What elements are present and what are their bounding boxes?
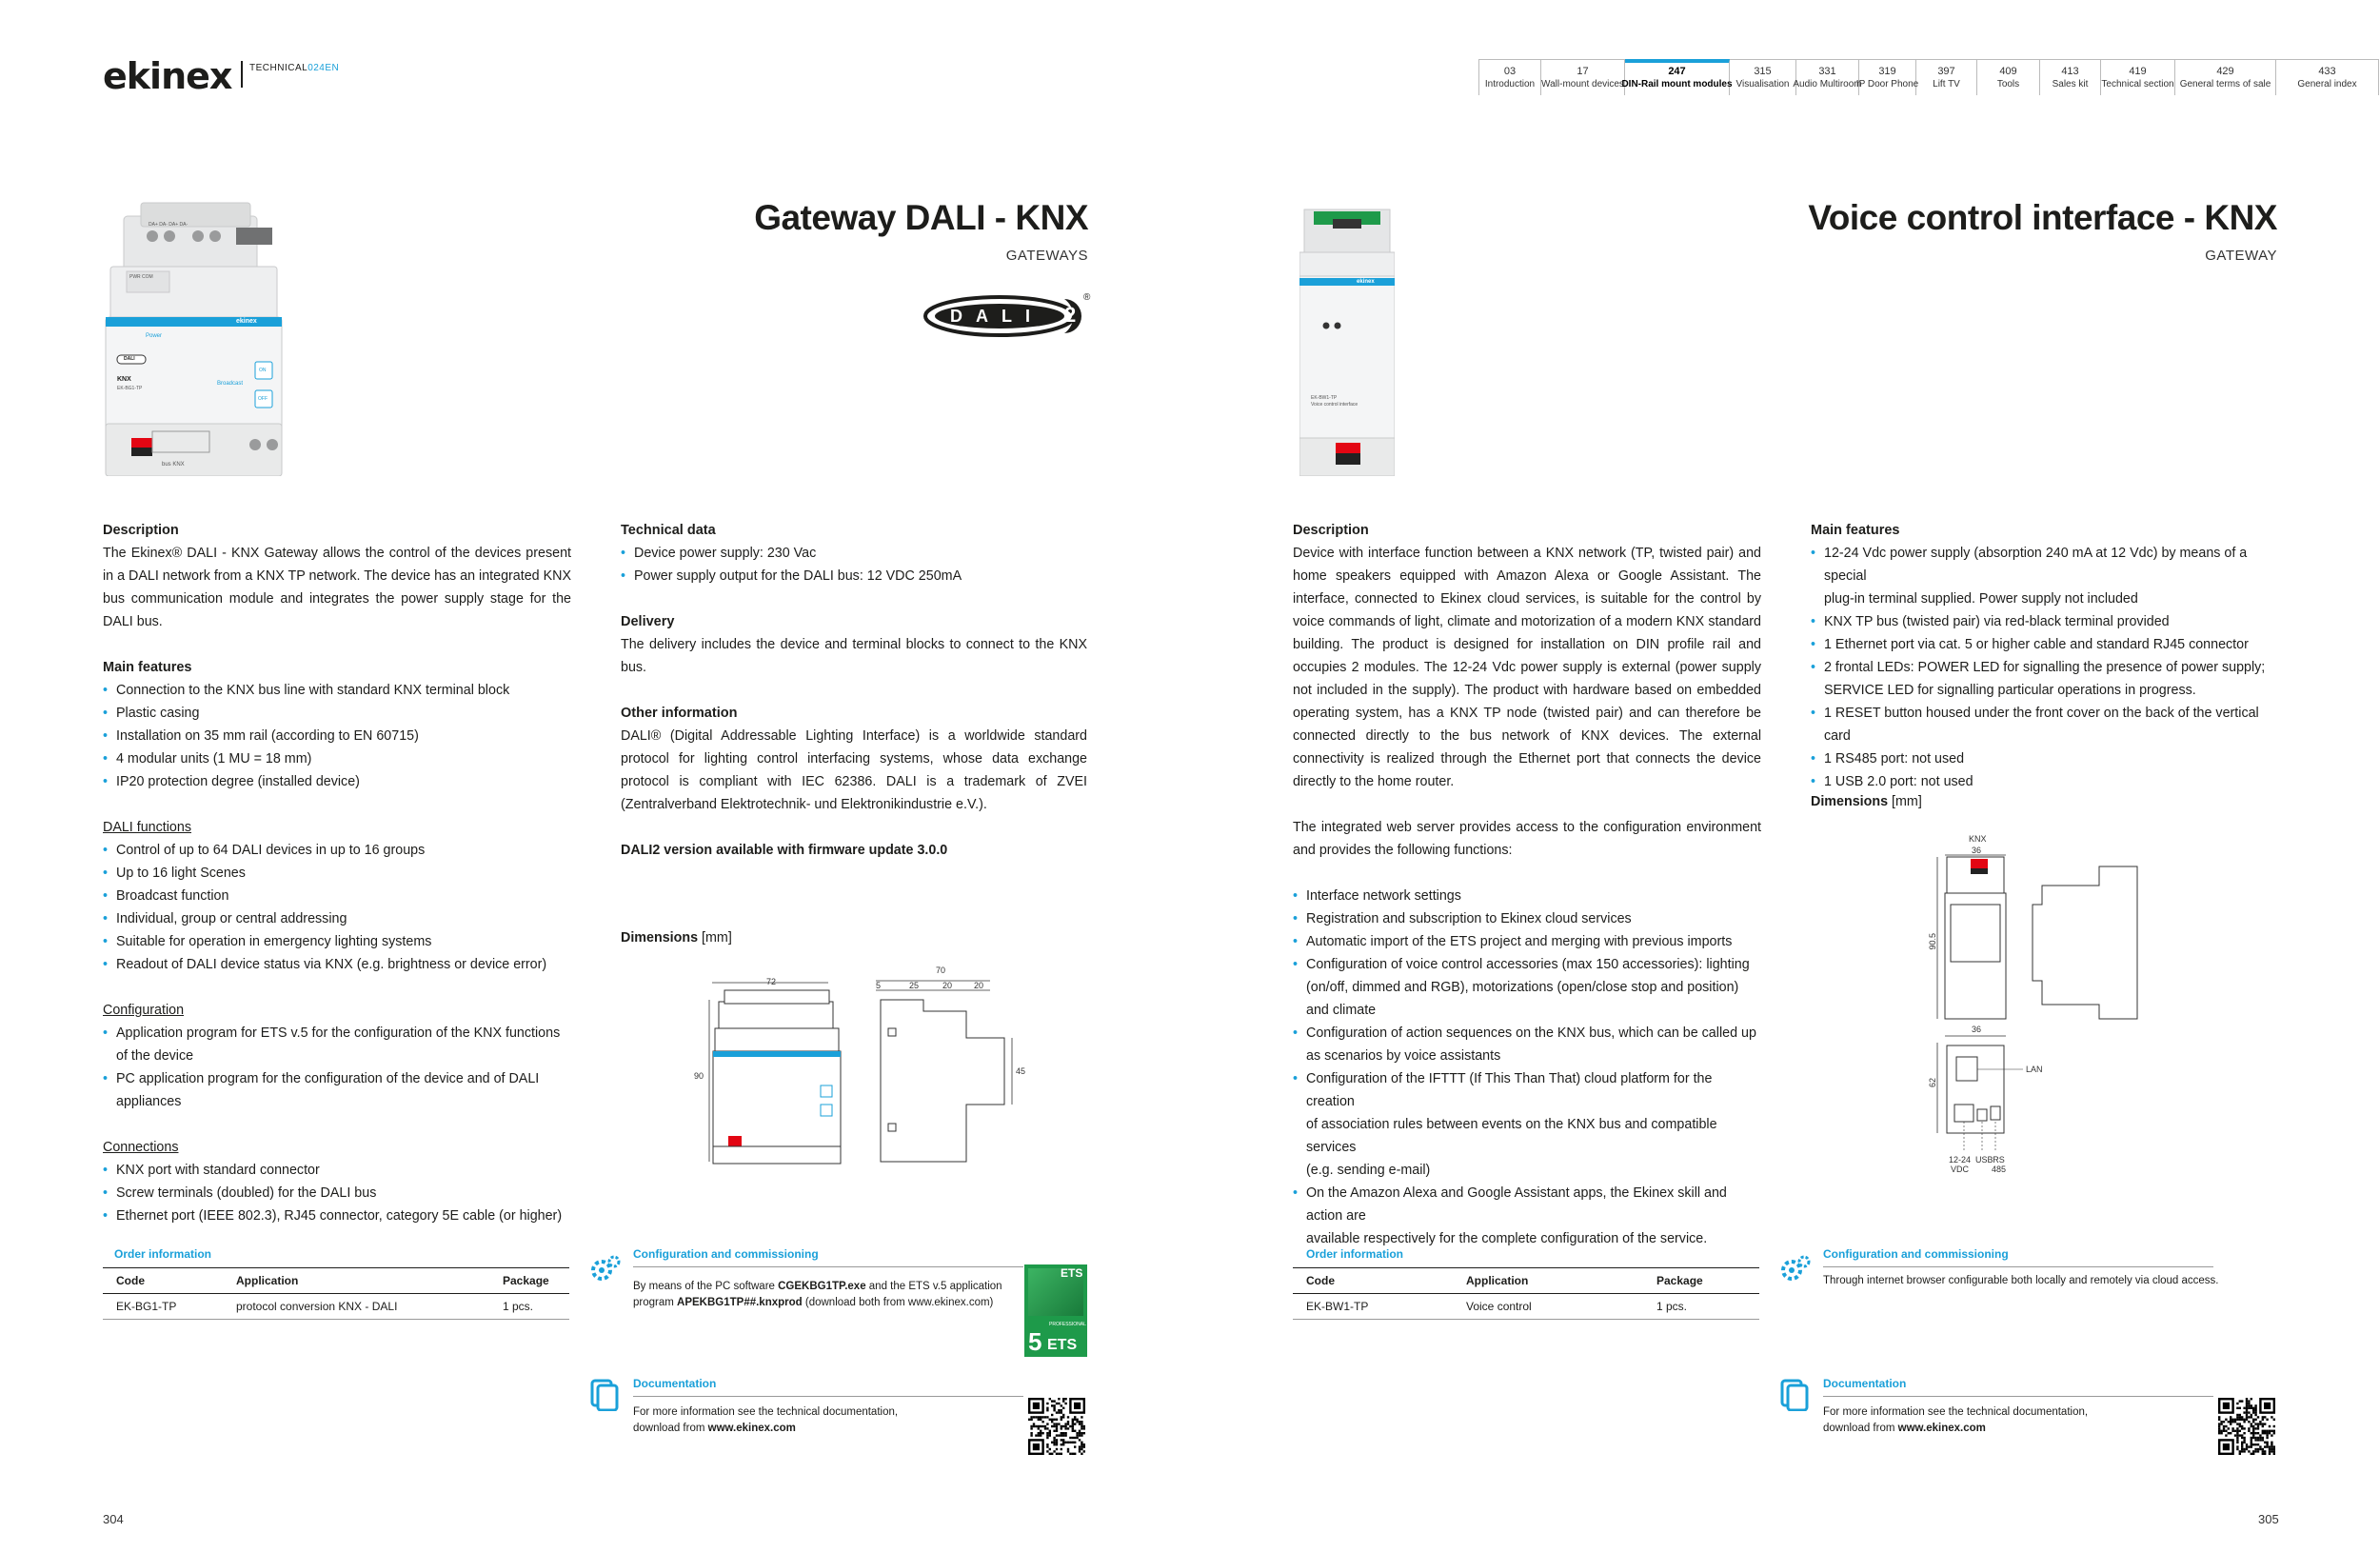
- nav-item-7[interactable]: 409 Tools: [1977, 59, 2040, 95]
- description-text: Device with interface function between a KNX network (TP, twisted pair) and home speakers equipped with Amazon Alexa or Google Assistant. The interface, connected to Ekinex cloud services, is suitable for the control by voice commands of light, climate and motorization of a modern KNX standard building. The product is designed for installation on DIN profile rail and occupies 2 modules. The 12-24 Vdc power supply is external (power supply not included in the supply). The product with hardware based on embedded operating system, has a KNX TP node (twisted pair) and can therefore be connected directly to the bus network of KNX devices. The external connectivity is realized through the Ethernet port that connects the device directly to the home router.: [1293, 546, 1761, 789]
- list-item: • KNX TP bus (twisted pair) via red-black terminal provided: [1811, 610, 2277, 633]
- left-doc-text: For more information see the technical documentation, download from www.ekinex.com: [633, 1406, 899, 1434]
- right-column-2: [1811, 519, 2277, 793]
- list-item: • Application program for ETS v.5 for the configuration of the KNX functions of the device: [103, 1022, 571, 1067]
- list-item: • Configuration of action sequences on the KNX bus, which can be called up as scenarios by voice assistants: [1293, 1022, 1761, 1067]
- right-config-line: [1823, 1266, 2213, 1267]
- order-table-header: Code Application Package: [1293, 1268, 1759, 1294]
- right-doc-heading: Documentation: [1823, 1377, 1907, 1390]
- catalog-tag: TECHNICAL024EN: [249, 63, 340, 73]
- list-item: • 1 Ethernet port via cat. 5 or higher cable and standard RJ45 connector: [1811, 633, 2277, 656]
- product-pwr-label: PWR COM: [129, 274, 153, 280]
- list-item: • Registration and subscription to Ekinex cloud services: [1293, 907, 1761, 930]
- documentation-icon: [1780, 1379, 1809, 1411]
- left-doc-line: [633, 1396, 1023, 1397]
- dim-usb: USB: [1975, 1155, 1993, 1165]
- left-config-heading: Configuration and commissioning: [633, 1247, 819, 1261]
- list-item: • 1 RESET button housed under the front cover on the back of the vertical card: [1811, 702, 2277, 747]
- left-order-heading: Order information: [114, 1247, 212, 1261]
- product-model-label: EK-BG1-TP: [117, 386, 143, 391]
- configuration-heading: Configuration: [103, 1003, 185, 1018]
- list-item: • Power supply output for the DALI bus: 12 VDC 250mA: [621, 565, 1087, 587]
- description-heading: Description: [103, 523, 179, 538]
- technical-data-list: [621, 542, 1087, 587]
- list-item: • Up to 16 light Scenes: [103, 862, 571, 885]
- list-item: • 2 frontal LEDs: POWER LED for signalling the presence of power supply; SERVICE LED for signalling particular operations in progress.: [1811, 656, 2277, 702]
- other-information-text: DALI® (Digital Addressable Lighting Interface) is a worldwide standard protocol for lighting control interfacing systems, whose data exchange protocol is compliant with IEC 62386. DALI is a trademark of ZVEI (Zentralverband Elektrotechnik- und Elektronikindustrie e.V.).: [621, 728, 1087, 812]
- list-item: • Configuration of voice control accessories (max 150 accessories): lighting (on/off, dimmed and RGB), motorizations (open/close stop and position) and climate: [1293, 953, 1761, 1022]
- order-table-header: Code Application Package: [103, 1268, 569, 1294]
- main-features-heading: Main features: [1811, 523, 1900, 538]
- list-item: • Automatic import of the ETS project and merging with previous imports: [1293, 930, 1761, 953]
- list-item: • 1 USB 2.0 port: not used: [1811, 770, 2277, 793]
- qr-code-icon: [1028, 1398, 1085, 1455]
- list-item: • Installation on 35 mm rail (according to EN 60715): [103, 725, 571, 747]
- logo-separator: [241, 61, 243, 88]
- nav-item-0[interactable]: 03 Introduction: [1478, 59, 1541, 95]
- right-column-1: [1293, 519, 1761, 1250]
- list-item: • On the Amazon Alexa and Google Assistant apps, the Ekinex skill and action are available respectively for the complete configuration of the service.: [1293, 1182, 1761, 1250]
- dali-functions-list: [103, 839, 571, 976]
- dim-depth: 70: [936, 966, 946, 975]
- right-page-number: 305: [2258, 1512, 2279, 1526]
- right-product-title: Voice control interface - KNX: [1808, 198, 2277, 237]
- nav-item-11[interactable]: 433 General index: [2276, 59, 2379, 95]
- qr-code-icon: [2218, 1398, 2275, 1455]
- right-order-heading: Order information: [1306, 1247, 1404, 1261]
- product-brand-label: ekinex: [1357, 279, 1375, 285]
- dim-height-2: 62: [1928, 1078, 1937, 1088]
- list-item: • Plastic casing: [103, 702, 571, 725]
- dim-lan: LAN: [2026, 1065, 2043, 1074]
- connections-heading: Connections: [103, 1140, 179, 1155]
- ekinex-logo: ekinex: [103, 55, 232, 97]
- product-brand-label: ekinex: [236, 318, 257, 325]
- voice-interface-dimension-drawing: [1928, 828, 2194, 1209]
- dali2-version-note: DALI2 version available with firmware update 3.0.0: [621, 843, 948, 858]
- documentation-icon: [590, 1379, 619, 1411]
- right-dimensions-heading: Dimensions [mm]: [1811, 794, 1922, 809]
- gear-icon: [588, 1253, 623, 1287]
- section-navigation: [1478, 59, 2379, 95]
- right-doc-line: [1823, 1396, 2213, 1397]
- table-row: EK-BW1-TP Voice control 1 pcs.: [1293, 1294, 1759, 1320]
- delivery-heading: Delivery: [621, 614, 675, 629]
- dali-gateway-dimension-drawing: [690, 962, 1071, 1171]
- ets5-professional-logo: ETS PROFESSIONAL 5 ETS: [1024, 1264, 1087, 1357]
- list-item: • Configuration of the IFTTT (If This Than That) cloud platform for the creation of association rules between events on the KNX bus and compatible services (e.g. sending e-mail): [1293, 1067, 1761, 1182]
- product-off-label: OFF: [258, 396, 268, 402]
- left-product-subtitle: GATEWAYS: [1005, 248, 1088, 264]
- dim-side: 45: [1016, 1066, 1026, 1076]
- main-features-list: [1811, 542, 2277, 793]
- dali-functions-heading: DALI functions: [103, 820, 191, 835]
- right-config-text: Through internet browser configurable both locally and remotely via cloud access.: [1823, 1275, 2219, 1286]
- right-order-table: [1293, 1267, 1759, 1320]
- product-on-label: ON: [259, 368, 267, 373]
- dim-vdc: 12-24 VDC: [1949, 1155, 1972, 1174]
- dim-width: 36: [1972, 846, 1982, 855]
- nav-item-4[interactable]: 331 Audio Multiroom: [1796, 59, 1859, 95]
- left-order-table: [103, 1267, 569, 1320]
- dali-logo-text: DALI: [950, 307, 1043, 326]
- nav-item-9[interactable]: 419 Technical section: [2101, 59, 2175, 95]
- left-column-2: [621, 519, 1087, 862]
- delivery-text: The delivery includes the device and terminal blocks to connect to the KNX bus.: [621, 637, 1087, 675]
- dim-height: 90: [694, 1071, 704, 1081]
- list-item: • KNX port with standard connector: [103, 1159, 571, 1182]
- left-config-text: By means of the PC software CGEKBG1TP.exe and the ETS v.5 application program APEKBG1TP##.knxprod (download both from www.ekinex.com): [633, 1281, 1002, 1308]
- list-item: • Readout of DALI device status via KNX (e.g. brightness or device error): [103, 953, 571, 976]
- list-item: • 4 modular units (1 MU = 18 mm): [103, 747, 571, 770]
- product-sub-label: Voice control interface: [1311, 402, 1359, 408]
- left-config-line: [633, 1266, 1023, 1267]
- nav-item-5[interactable]: 319 IP Door Phone: [1859, 59, 1916, 95]
- nav-item-1[interactable]: 17 Wall-mount devices: [1541, 59, 1625, 95]
- product-model-label: EK-BW1-TP: [1311, 395, 1338, 401]
- product-knx-label: KNX: [117, 376, 131, 383]
- list-item: • Screw terminals (doubled) for the DALI bus: [103, 1182, 571, 1205]
- list-item: • Device power supply: 230 Vac: [621, 542, 1087, 565]
- connections-list: [103, 1159, 571, 1227]
- voice-interface-product-image: [1299, 200, 1395, 476]
- list-item: • 1 RS485 port: not used: [1811, 747, 2277, 770]
- other-information-heading: Other information: [621, 706, 738, 721]
- list-item: • Individual, group or central addressing: [103, 907, 571, 930]
- right-product-subtitle: GATEWAY: [2205, 248, 2277, 264]
- main-features-heading: Main features: [103, 660, 192, 675]
- nav-item-8[interactable]: 413 Sales kit: [2040, 59, 2101, 95]
- technical-data-heading: Technical data: [621, 523, 716, 538]
- dim-rs485: RS 485: [1992, 1155, 2007, 1174]
- list-item: • Broadcast function: [103, 885, 571, 907]
- dim-d4: 20: [974, 981, 984, 990]
- list-item: • IP20 protection degree (installed device): [103, 770, 571, 793]
- list-item: • PC application program for the configuration of the device and of DALI appliances: [103, 1067, 571, 1113]
- product-bus-label: bus KNX: [162, 462, 185, 468]
- dim-d3: 20: [942, 981, 953, 990]
- dim-width: 72: [766, 977, 777, 986]
- list-item: • 12-24 Vdc power supply (absorption 240 mA at 12 Vdc) by means of a special plug-in terminal supplied. Power supply not included: [1811, 542, 2277, 610]
- main-features-list: [103, 679, 571, 793]
- dali-logo-number: 2: [1064, 303, 1077, 327]
- description-heading: Description: [1293, 523, 1369, 538]
- dim-d1: 5: [876, 981, 882, 990]
- dali-gateway-product-image: [103, 195, 284, 476]
- list-item: • Suitable for operation in emergency lighting systems: [103, 930, 571, 953]
- nav-item-6[interactable]: 397 Lift TV: [1916, 59, 1977, 95]
- product-dali-label: DALI: [124, 356, 135, 362]
- right-doc-text: For more information see the technical documentation, download from www.ekinex.com: [1823, 1406, 2089, 1434]
- right-config-heading: Configuration and commissioning: [1823, 1247, 2009, 1261]
- left-column-1: [103, 519, 571, 1227]
- list-item: • Interface network settings: [1293, 885, 1761, 907]
- description-text: The Ekinex® DALI - KNX Gateway allows the control of the devices present in a DALI network from a KNX TP network. The device has an integrated KNX bus communication module and integrates the power supply stage for the DALI bus.: [103, 546, 571, 629]
- product-power-label: Power: [146, 333, 163, 339]
- dim-height: 90.5: [1928, 933, 1937, 950]
- dim-d2: 25: [909, 981, 920, 990]
- configuration-list: [103, 1022, 571, 1113]
- dim-knx: KNX: [1969, 834, 1987, 844]
- description-text-2: The integrated web server provides access to the configuration environment and provides the following functions:: [1293, 820, 1761, 858]
- nav-item-3[interactable]: 315 Visualisation: [1730, 59, 1796, 95]
- list-item: • Ethernet port (IEEE 802.3), RJ45 connector, category 5E cable (or higher): [103, 1205, 571, 1227]
- left-dimensions-heading: Dimensions [mm]: [621, 930, 732, 946]
- table-row: EK-BG1-TP protocol conversion KNX - DALI 1 pcs.: [103, 1294, 569, 1320]
- left-page-number: 304: [103, 1512, 124, 1526]
- svg-text:®: ®: [1083, 292, 1091, 303]
- dali2-logo: [922, 286, 1091, 343]
- list-item: • Connection to the KNX bus line with standard KNX terminal block: [103, 679, 571, 702]
- functions-list: [1293, 885, 1761, 1250]
- left-doc-heading: Documentation: [633, 1377, 717, 1390]
- list-item: • Control of up to 64 DALI devices in up to 16 groups: [103, 839, 571, 862]
- nav-item-2[interactable]: 247 DIN-Rail mount modules: [1625, 59, 1730, 95]
- nav-item-10[interactable]: 429 General terms of sale: [2175, 59, 2276, 95]
- left-product-title: Gateway DALI - KNX: [754, 198, 1088, 237]
- dim-width-2: 36: [1972, 1025, 1982, 1034]
- gear-icon: [1778, 1253, 1813, 1287]
- product-terminal-labels: DA+ DA- DA+ DA-: [149, 222, 188, 228]
- product-broadcast-label: Broadcast: [217, 381, 244, 387]
